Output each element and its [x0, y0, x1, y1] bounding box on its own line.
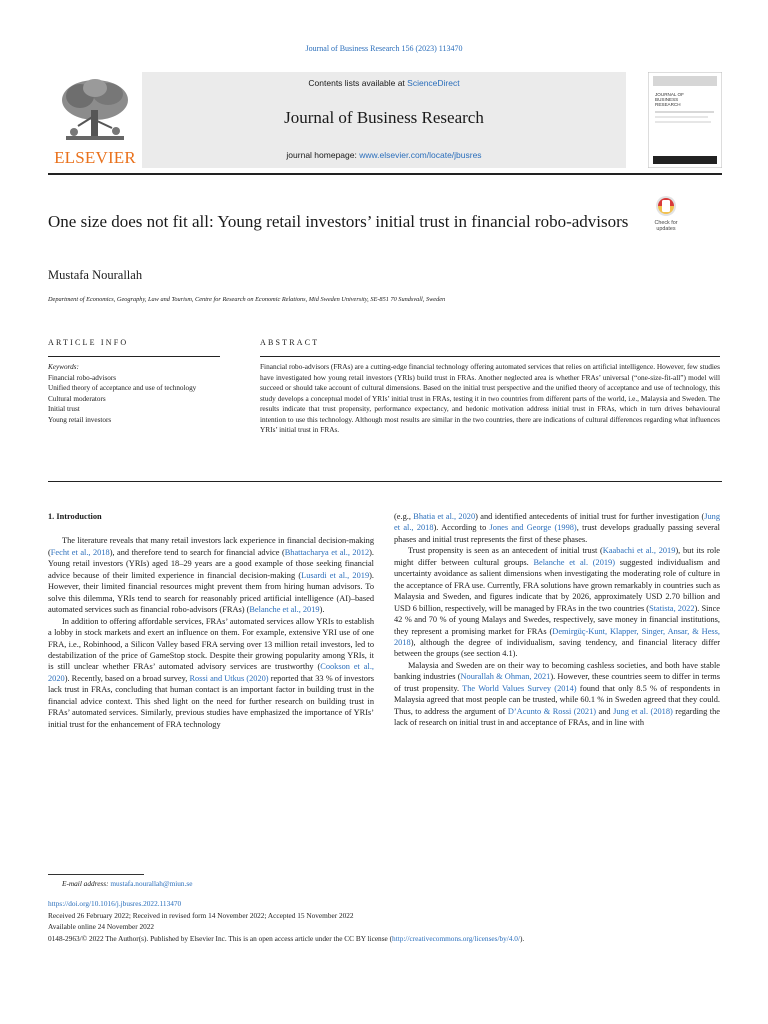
text-run: ), and therefore tend to search for financial advice (: [109, 547, 285, 557]
publisher-name: ELSEVIER: [54, 148, 136, 167]
citation-link[interactable]: Cookson et al., 2020: [48, 662, 374, 683]
check-for-updates-icon[interactable]: [646, 194, 686, 238]
svg-text:BUSINESS: BUSINESS: [655, 97, 679, 102]
sciencedirect-link[interactable]: ScienceDirect: [407, 78, 460, 88]
journal-title: Journal of Business Research: [284, 108, 484, 127]
footnote-email: [62, 879, 192, 888]
body-column-right: [394, 511, 720, 729]
svg-text:RESEARCH: RESEARCH: [655, 102, 681, 107]
text-run: (e.g.,: [394, 512, 414, 521]
citation-link[interactable]: Bhatia et al., 2020: [413, 512, 476, 521]
text-run: ), but its role might differ between cultural groups.: [394, 546, 720, 567]
keyword: Young retail investors: [48, 415, 112, 424]
abstract-text: Financial robo-advisors (FRAs) are a cutting-edge financial technology offering automated services that relies on artificial intelligence. However, few studies have investigated how young retail investors (YRIs) build trust in FRAs. Another neglected area is whether FRAs’ universal (“one-size-fit-all”) model will succeed or should take account of cultural dimensions. Based on the initial trust perspective and the unified theory of acceptance and use of technology, this study develops a conceptual model of YRIs’ initial trust in FRAs, testing it in two countries from different parts of the world, i.e., Malaysia and Sweden. The results indicate that trust propensity, performance expectancy, and hedonic motivation address initial trust in FRAs, which in turn drives behavioural intention to use this technology. Although most results are similar in the two countries, there are indications of cultural differences regarding what influences YRIs’ initial trust in FRAs.: [260, 362, 720, 435]
text-run: The literature reveals that many retail investors lack experience in financial decision-making (: [48, 536, 374, 557]
article-info-rule: [48, 356, 220, 357]
journal-cover-thumbnail[interactable]: [648, 72, 722, 168]
masthead: [48, 72, 722, 168]
text-run: reported that 33 % of investors lack trust in FRAs, concluding that human contact is an important factor in building trust in the financial advice context. This shed light on the need for further research on building trust in FRAs’ automated services. Similarly, previous studies have emphasized the importance of YRIs’ initial trust for the enhancement of FRA technology: [48, 673, 374, 729]
publisher-logo[interactable]: [48, 72, 142, 168]
keyword: Unified theory of acceptance and use of technology: [48, 384, 197, 393]
text-run: regarding the lack of research on initial trust in and acceptance of FRAs, and in line with: [394, 706, 720, 728]
paragraph-continued: [394, 511, 720, 545]
keyword: Financial robo-advisors: [48, 373, 117, 382]
keyword: Cultural moderators: [48, 394, 106, 403]
homepage-link[interactable]: www.elsevier.com/locate/jbusres: [359, 150, 482, 160]
received-dates: Received 26 February 2022; Received in revised form 14 November 2022; Accepted 15 November 2022: [48, 911, 354, 920]
text-run: ).: [319, 605, 325, 615]
elsevier-tree-icon: [58, 76, 132, 146]
svg-text:Check for: Check for: [654, 220, 678, 226]
available-online: Available online 24 November 2022: [48, 922, 155, 931]
text-run: , trust develops gradually passing several phases and initial trust represents the first of these phases.: [394, 523, 720, 544]
text-run: and: [596, 706, 614, 716]
citation-link[interactable]: Rossi and Utkus (2020): [189, 673, 269, 683]
text-run: ). Young retail investors (YRIs) aged 18–29 years are a good example of those seeking financial advice because of their limited experience in financial decision-making (: [48, 547, 374, 580]
author-name[interactable]: Mustafa Nourallah: [48, 268, 143, 282]
masthead-rule: [48, 173, 722, 175]
citation-link[interactable]: Lusardi et al., 2019: [301, 570, 370, 580]
license-line: [48, 934, 748, 945]
text-run: suggested individualism and uncertainty avoidance as salient dimensions when investigating the moderating role of culture in the acceptance of FRA use. Currently, FRA solutions have grown remarkably in countries such as Malaysia and Sweden, and figures indicate that by 2026, approximately USD 2.70 billion and USD 6 billion, respectively, will be managed by FRAs in the two countries (: [394, 557, 720, 613]
body-column-left: [48, 511, 374, 730]
section-heading-introduction: 1. Introduction: [48, 512, 102, 521]
text-run: In addition to offering affordable services, FRAs’ automated services allow YRIs to establish a lobby in stock markets and exert an influence on them. For example, extensive YRI use of one FRA, i.e., Robinhood, a Silicon Valley based FRA serving over 13 million retail investors, led to destabilization of the price of GameStop stock. Despite their growing popularity among YRIs, it is still unclear whether FRAs’ automated advisory services are trustworthy (: [48, 616, 374, 672]
text-run: found that only 8.5 % of respondents in Malaysia agreed that most people can be trusted, while 60.1 % in Sweden agreed that they could. Thus, to address the argument of: [394, 683, 720, 716]
license-text: 0148-2963/© 2022 The Author(s). Published by Elsevier Inc. This is an open access article under the CC BY license (: [48, 934, 393, 943]
citation-link[interactable]: Jung et al. (2018): [613, 706, 673, 716]
contents-prefix: Contents lists available at: [308, 78, 408, 88]
citation-link[interactable]: Fecht et al., 2018: [50, 547, 110, 557]
citation-link[interactable]: D’Acunto & Rossi (2021): [507, 706, 597, 716]
text-run: ). Recently, based on a broad survey,: [64, 673, 190, 683]
text-run: ). However, their limited financial resources might prevent them from hiring human advisors. To solve this dilemma, YRIs tend to search for reasonably priced artificial intelligence (AI)–based automated services such as financial robo-advisors (FRAs) (: [48, 570, 374, 615]
homepage-line: [142, 150, 626, 160]
email-link[interactable]: mustafa.nourallah@miun.se: [110, 879, 193, 888]
article-title: One size does not fit all: Young retail investors’ initial trust in financial robo-advisors: [48, 212, 629, 231]
paragraph: [48, 535, 374, 615]
citation-link[interactable]: Belanche et al., 2019: [249, 605, 320, 615]
paragraph: [48, 616, 374, 731]
email-label: E-mail address:: [62, 879, 109, 888]
citation-link[interactable]: Jung et al., 2018: [394, 512, 720, 533]
citation-link[interactable]: Demirgüç-Kunt, Klapper, Singer, Ansar, & Hess, 2018: [394, 626, 720, 647]
text-run: ). Since 42 % and 70 % of young Malays and Swedes, respectively, save money in financial institutions, they represent a promising market for FRAs (: [394, 603, 720, 636]
homepage-prefix: journal homepage:: [286, 150, 360, 160]
svg-text:JOURNAL OF: JOURNAL OF: [655, 92, 684, 97]
citation-link[interactable]: Bhattacharya et al., 2012: [284, 547, 370, 557]
text-run: ), although the degree of individualism, saving tendency, and financial literacy differ between the groups (see section 4.1).: [394, 637, 720, 659]
citation-link[interactable]: Nourallah & Ohman, 2021: [460, 672, 551, 682]
abstract-heading: ABSTRACT: [260, 338, 320, 347]
citation-link[interactable]: Kaabachi et al., 2019: [602, 546, 676, 556]
text-run: Trust propensity is seen as an antecedent of initial trust (: [408, 546, 603, 556]
article-info-heading: ARTICLE INFO: [48, 338, 129, 347]
text-run: ). However, these countries seem to differ in terms of trust propensity.: [394, 672, 721, 693]
front-matter-rule: [48, 481, 722, 482]
citation-link[interactable]: Belanche et al. (2019): [533, 557, 616, 567]
license-end: ).: [520, 934, 525, 943]
abstract-rule: [260, 356, 720, 357]
paragraph: [394, 660, 720, 729]
journal-citation[interactable]: Journal of Business Research 156 (2023) 113470: [305, 44, 463, 53]
author-affiliation: Department of Economics, Geography, Law and Tourism, Centre for Research on Economic Relations, Mid Sweden University, SE-851 70 Sundsvall, Sweden: [48, 296, 446, 303]
text-run: Malaysia and Sweden are on their way to becoming cashless societies, and both have stable banking industries (: [394, 660, 720, 682]
license-link[interactable]: http://creativecommons.org/licenses/by/4.0/: [392, 934, 520, 943]
contents-line: [142, 78, 626, 88]
keyword: Initial trust: [48, 405, 80, 414]
doi-link[interactable]: https://doi.org/10.1016/j.jbusres.2022.113470: [48, 899, 182, 908]
journal-band: [142, 72, 626, 168]
svg-text:updates: updates: [656, 226, 676, 232]
citation-link[interactable]: Jones and George (1998): [489, 523, 577, 533]
citation-link[interactable]: The World Values Survey (2014): [462, 683, 577, 693]
paragraph: [394, 545, 720, 660]
keywords-list: [48, 362, 220, 426]
keywords-label: Keywords:: [48, 363, 79, 371]
citation-link[interactable]: Statista, 2022: [649, 603, 695, 613]
text-run: ) and identified antecedents of initial trust for further investigation (: [475, 512, 705, 521]
footnote-rule: [48, 874, 144, 875]
text-run: ). According to: [433, 523, 490, 533]
